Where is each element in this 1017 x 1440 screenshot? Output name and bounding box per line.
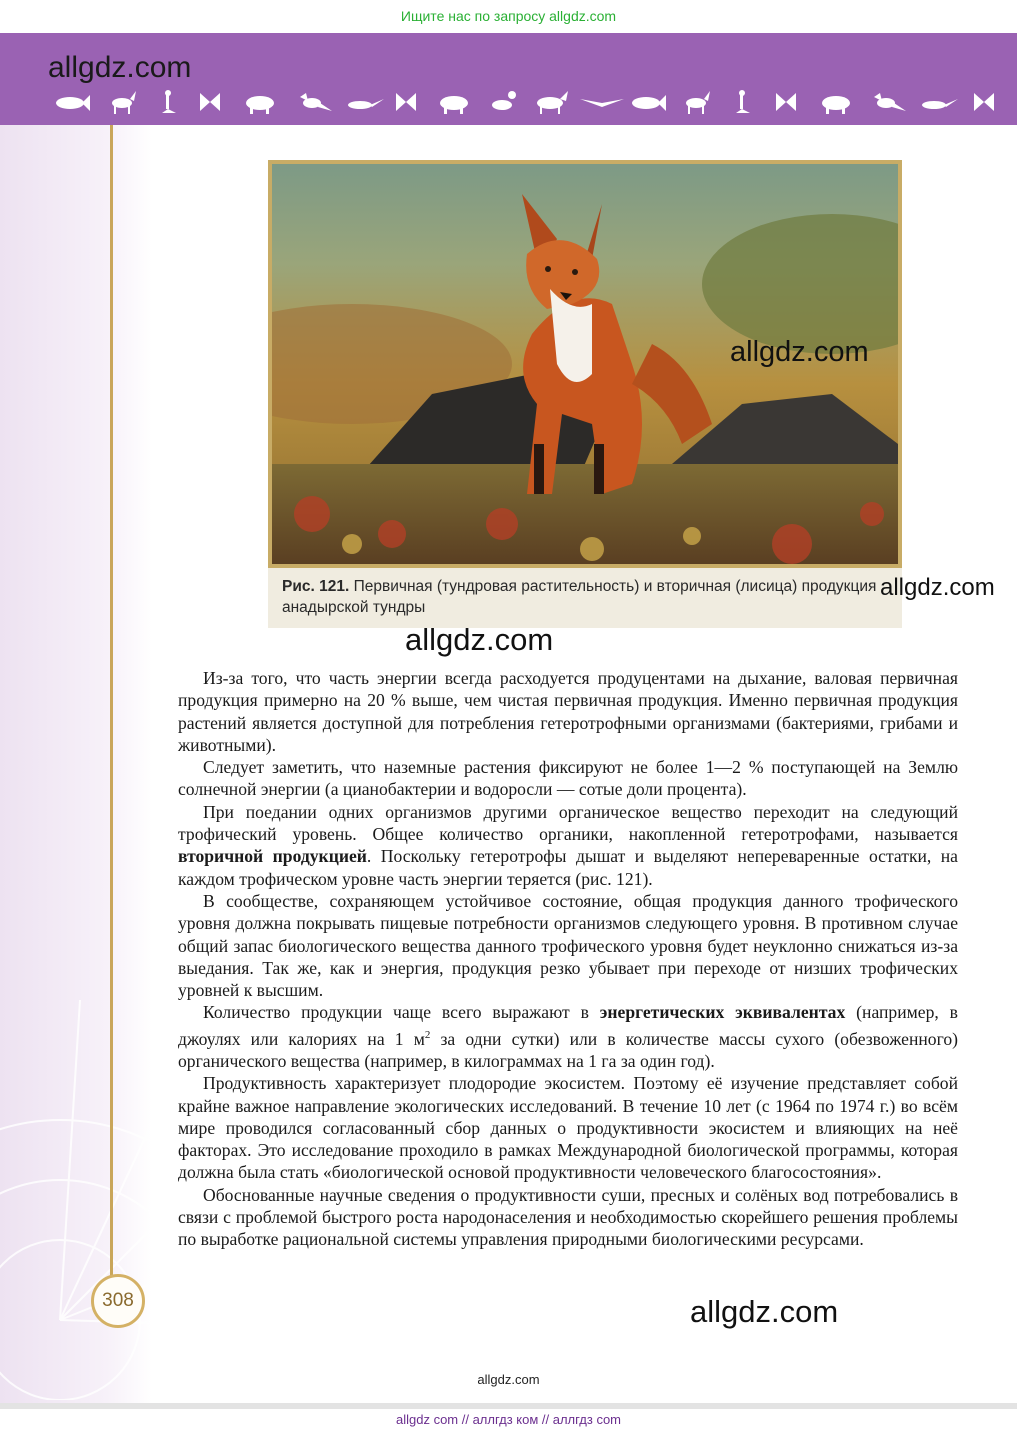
footer-divider xyxy=(0,1403,1017,1409)
paragraph-5 xyxy=(178,1001,958,1072)
term-secondary-production: вторичной продукцией xyxy=(178,846,367,867)
deer-icon xyxy=(112,91,136,114)
boar-icon xyxy=(822,96,850,114)
scorpion-icon xyxy=(492,91,516,110)
bird-icon xyxy=(162,90,176,113)
superscript-2: 2 xyxy=(424,1028,431,1041)
figure-caption-text: Первичная (тундровая растительность) и вторичная (лисица) продукция анадырской тундры xyxy=(282,578,877,616)
boar-icon xyxy=(246,96,274,114)
butterfly-icon xyxy=(396,93,416,111)
site-logo-text[interactable]: allgdz.com xyxy=(48,51,192,84)
footer-site-text[interactable]: allgdz.com xyxy=(477,1372,540,1387)
margin-rule-line xyxy=(110,125,113,1290)
lizard-icon xyxy=(348,99,384,109)
paragraph-7: Обоснованные научные сведения о продуктивности суши, пресных и солёных вод потребовались в связи с проблемой быстрого роста народонаселения и необходимостью скорейшего решения проблемы по выработке рациональной системы управления природными биологическими ресурсами. xyxy=(178,1184,958,1250)
deer-icon xyxy=(686,91,710,114)
page-number: 308 xyxy=(91,1274,145,1328)
bison-icon xyxy=(440,96,468,114)
paragraph-5-text-c: за одни сутки) или в количестве массы сухого (обезвоженного) органического вещества (например, в килограммах на 1 га за один год). xyxy=(178,1028,959,1071)
search-hint-link[interactable]: Ищите нас по запросу allgdz.com xyxy=(400,8,617,24)
main-text xyxy=(178,667,958,1251)
figure-caption xyxy=(282,576,882,618)
paragraph-5-text-b: (например, в джоулях или калориях на 1 м xyxy=(178,1002,958,1049)
paragraph-3-text-a: При поедании одних организмов другими органическое вещество переходит на следующий трофический уровень. Общее количество органики, накопленной гетеротрофами, называется xyxy=(178,801,958,845)
footer-links[interactable]: allgdz com // аллгдз ком // аллгдз com xyxy=(395,1412,622,1427)
photo-watermark: allgdz.com xyxy=(730,336,869,368)
paragraph-3 xyxy=(178,801,958,890)
paragraph-5-text-a: Количество продукции чаще всего выражают в xyxy=(203,1002,600,1023)
fox-icon xyxy=(300,93,332,111)
lizard-icon xyxy=(922,99,958,109)
whale-icon xyxy=(632,95,666,111)
butterfly-icon xyxy=(200,93,220,111)
fox-icon xyxy=(874,93,906,111)
paragraph-4: В сообществе, сохраняющем устойчивое состояние, общая продукция данного трофического уровня должна покрывать пищевые потребности организмов следующего уровня. В противном случае общий запас биологического вещества данного трофического уровня будет неуклонно снижаться из-за выедания. Так же, как и энергия, продукция резко убывает при переходе от низших трофических уровней к высшим. xyxy=(178,890,958,1001)
caption-watermark: allgdz.com xyxy=(880,574,995,601)
paragraph-3-text-b: . Поскольку гетеротрофы дышат и выделяют непереваренные остатки, на каждом трофическом уровне часть энергии теряется (рис. 121). xyxy=(178,846,958,889)
pterosaur-icon xyxy=(580,99,624,107)
after-text-watermark: allgdz.com xyxy=(690,1294,839,1329)
paragraph-2: Следует заметить, что наземные растения фиксируют не более 1—2 % поступающей на Землю солнечной энергии (а цианобактерии и водоросли — сотые доли процента). xyxy=(178,757,958,800)
butterfly-icon xyxy=(974,93,994,111)
below-caption-watermark: allgdz.com xyxy=(405,622,554,657)
animal-silhouettes-decoration xyxy=(50,89,1000,115)
horse-icon xyxy=(537,91,568,114)
term-energy-equivalents: энергетических эквивалентах xyxy=(599,1002,846,1023)
paragraph-6: Продуктивность характеризует плодородие экосистем. Поэтому её изучение представляет собой крайне важное направление экологических исследований. В течение 10 лет (с 1964 по 1974 г.) во всём мире проводился согласованный сбор данных о продуктивности экосистем и влияющих на неё факторах. Это исследование проходило в рамках Международной биологической программы, которая должна была стать «биологической основой продуктивности человеческого благосостояния». xyxy=(178,1073,958,1183)
paragraph-1: Из-за того, что часть энергии всегда расходуется продуцентами на дыхание, валовая первичная продукция примерно на 20 % выше, чем чистая первичная продукция. Именно первичная продукция растений является доступной для потребления гетеротрофными организмами (бактериями, грибами и животными). xyxy=(178,668,958,755)
header-banner xyxy=(0,33,1017,125)
whale-icon xyxy=(56,95,90,111)
butterfly-icon xyxy=(776,93,796,111)
figure-label: Рис. 121. xyxy=(282,578,350,595)
bird-icon xyxy=(736,90,750,113)
